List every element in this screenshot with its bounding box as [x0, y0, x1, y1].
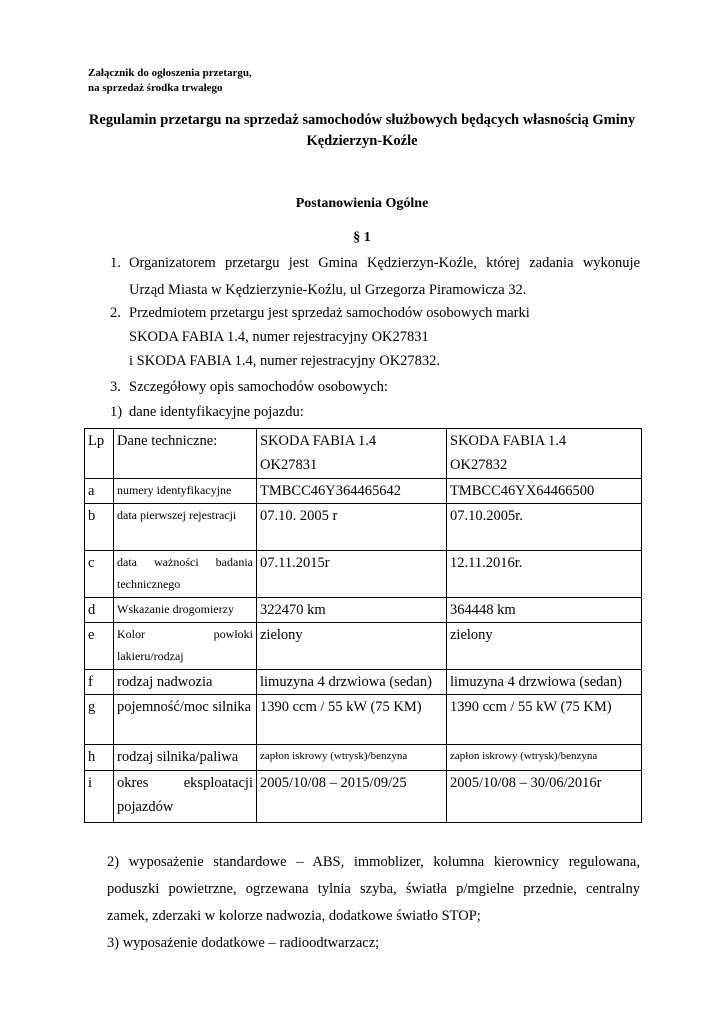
title-line-1: Regulamin przetargu na sprzedaż samochodów służbowych będących własnością Gminy [88, 112, 636, 128]
row-lp: b [85, 504, 114, 551]
row-lp: e [85, 623, 114, 670]
attachment-note [88, 66, 252, 96]
header-car-2 [447, 429, 642, 479]
item-2-line-3: i SKODA FABIA 1.4, numer rejestracyjny OK27832. [129, 353, 441, 369]
row-lp: g [85, 695, 114, 745]
row-car-2-value: 07.10.2005r. [447, 504, 642, 551]
item-2-line-1: Przedmiotem przetargu jest sprzedaż samochodów osobowych marki [129, 305, 530, 321]
section-heading: Postanowienia Ogólne [295, 196, 429, 211]
item-3-number: 3. [110, 379, 121, 395]
item-2-line-2: SKODA FABIA 1.4, numer rejestracyjny OK27831 [129, 329, 429, 345]
table-row [85, 745, 642, 771]
row-car-1-value: 1390 ccm / 55 kW (75 KM) [257, 695, 447, 745]
standard-equipment-line-1: 2) wyposażenie standardowe – ABS, immoblizer, kolumna kierownicy regulowana, [107, 854, 640, 870]
row-label: numery identyfikacyjne [114, 479, 257, 504]
row-label: pojemność/moc silnika [114, 695, 257, 745]
table-row [85, 551, 642, 598]
row-lp: f [85, 670, 114, 695]
title-line-2: Kędzierzyn-Koźle [306, 133, 418, 149]
row-car-2-value: zielony [447, 623, 642, 670]
row-car-1-value: 322470 km [257, 598, 447, 623]
standard-equipment-line-3: zamek, zderzaki w kolorze nadwozia, dodatkowe światło STOP; [107, 908, 481, 924]
table-row [85, 670, 642, 695]
car-2-model: SKODA FABIA 1.4 [450, 433, 567, 449]
item-3-line-1: Szczegółowy opis samochodów osobowych: [129, 379, 388, 395]
row-lp: c [85, 551, 114, 598]
car-1-model: SKODA FABIA 1.4 [260, 433, 377, 449]
row-label: Kolor powłoki lakieru/rodzaj [114, 623, 257, 670]
attachment-line-1: Załącznik do ogłoszenia przetargu, [88, 67, 252, 79]
row-car-1-value: 07.10. 2005 r [257, 504, 447, 551]
item-2-number: 2. [110, 305, 121, 321]
row-label: okres eksploatacji pojazdów [114, 771, 257, 823]
sub-1-number: 1) [110, 404, 123, 420]
row-car-2-value: 364448 km [447, 598, 642, 623]
table-row [85, 504, 642, 551]
document-title [84, 110, 640, 152]
row-car-2-value: 12.11.2016r. [447, 551, 642, 598]
row-car-2-value: 1390 ccm / 55 kW (75 KM) [447, 695, 642, 745]
row-label: rodzaj nadwozia [114, 670, 257, 695]
row-label: data pierwszej rejestracji [114, 504, 257, 551]
row-car-2-value: zapłon iskrowy (wtrysk)/benzyna [447, 745, 642, 771]
row-car-1-value: 2005/10/08 – 2015/09/25 [257, 771, 447, 823]
item-1-line-1: Organizatorem przetargu jest Gmina Kędzierzyn-Koźle, której zadania wykonuje [129, 255, 640, 271]
row-car-2-value: limuzyna 4 drzwiowa (sedan) [447, 670, 642, 695]
row-lp: a [85, 479, 114, 504]
attachment-line-2: na sprzedaż środka trwałego [88, 82, 223, 94]
additional-equipment: 3) wyposażenie dodatkowe – radioodtwarzacz; [107, 935, 380, 951]
row-car-1-value: TMBCC46Y364465642 [257, 479, 447, 504]
row-car-1-value: zapłon iskrowy (wtrysk)/benzyna [257, 745, 447, 771]
row-car-2-value: 2005/10/08 – 30/06/2016r [447, 771, 642, 823]
row-label: Wskazanie drogomierzy [114, 598, 257, 623]
paragraph-sign: § 1 [353, 230, 371, 245]
row-car-1-value: limuzyna 4 drzwiowa (sedan) [257, 670, 447, 695]
vehicle-spec-table [84, 428, 642, 823]
header-technical-data: Dane techniczne: [114, 429, 257, 479]
table-row [85, 771, 642, 823]
row-car-2-value: TMBCC46YX64466500 [447, 479, 642, 504]
table-row [85, 598, 642, 623]
table-row [85, 623, 642, 670]
table-row [85, 479, 642, 504]
table-row [85, 695, 642, 745]
row-lp: i [85, 771, 114, 823]
table-header-row [85, 429, 642, 479]
row-car-1-value: 07.11.2015r [257, 551, 447, 598]
row-label: rodzaj silnika/paliwa [114, 745, 257, 771]
item-1-number: 1. [110, 255, 121, 271]
sub-1-text: dane identyfikacyjne pojazdu: [129, 404, 304, 420]
header-car-1 [257, 429, 447, 479]
row-label: data ważności badania technicznego [114, 551, 257, 598]
row-lp: d [85, 598, 114, 623]
item-1-line-2: Urząd Miasta w Kędzierzynie-Koźlu, ul Grzegorza Piramowicza 32. [129, 282, 527, 298]
car-1-plate: OK27831 [260, 457, 318, 473]
header-lp: Lp [85, 429, 114, 479]
row-lp: h [85, 745, 114, 771]
standard-equipment-line-2: poduszki powietrzne, ogrzewana tylnia szyba, światła p/mgielne przednie, centralny [107, 881, 640, 897]
car-2-plate: OK27832 [450, 457, 508, 473]
row-car-1-value: zielony [257, 623, 447, 670]
